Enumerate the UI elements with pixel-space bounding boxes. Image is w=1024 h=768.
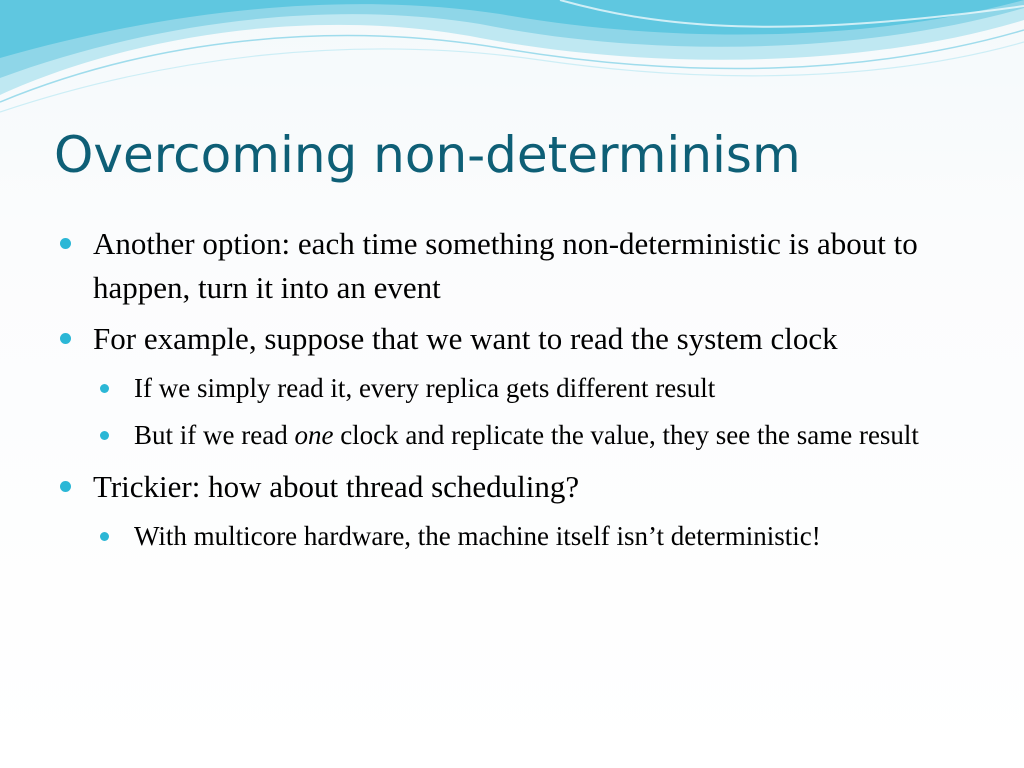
slide-body xyxy=(60,222,980,556)
bullet-dot-icon xyxy=(60,481,71,492)
bullet-trickier xyxy=(60,465,980,509)
sub-bullet-emphasis: one xyxy=(294,420,334,450)
bullet-dot-icon xyxy=(60,238,71,249)
sub-bullet-text: With multicore hardware, the machine itself isn’t deterministic! xyxy=(134,521,821,551)
sub-bullet-multicore xyxy=(100,516,980,556)
sub-bullet-simply-read xyxy=(100,368,980,408)
bullet-for-example xyxy=(60,317,980,361)
bullet-dot-icon xyxy=(60,333,71,344)
bullet-text: Trickier: how about thread scheduling? xyxy=(93,469,580,504)
bullet-text: For example, suppose that we want to read the system clock xyxy=(93,321,838,356)
sub-bullet-text-after: clock and replicate the value, they see the same result xyxy=(333,420,919,450)
sub-bullet-text: If we simply read it, every replica gets different result xyxy=(134,373,716,403)
bullet-text: Another option: each time something non-deterministic is about to happen, turn it into an event xyxy=(93,226,918,305)
sub-bullet-text-before: But if we read xyxy=(134,420,295,450)
sub-bullet-dot-icon xyxy=(100,431,109,440)
bullet-another-option xyxy=(60,222,980,310)
sub-bullet-dot-icon xyxy=(100,532,109,541)
sub-bullet-dot-icon xyxy=(100,384,109,393)
header-wave-decoration xyxy=(0,0,1024,130)
sub-bullet-read-one-clock xyxy=(100,415,980,455)
slide-title: Overcoming non-determinism xyxy=(54,126,801,184)
